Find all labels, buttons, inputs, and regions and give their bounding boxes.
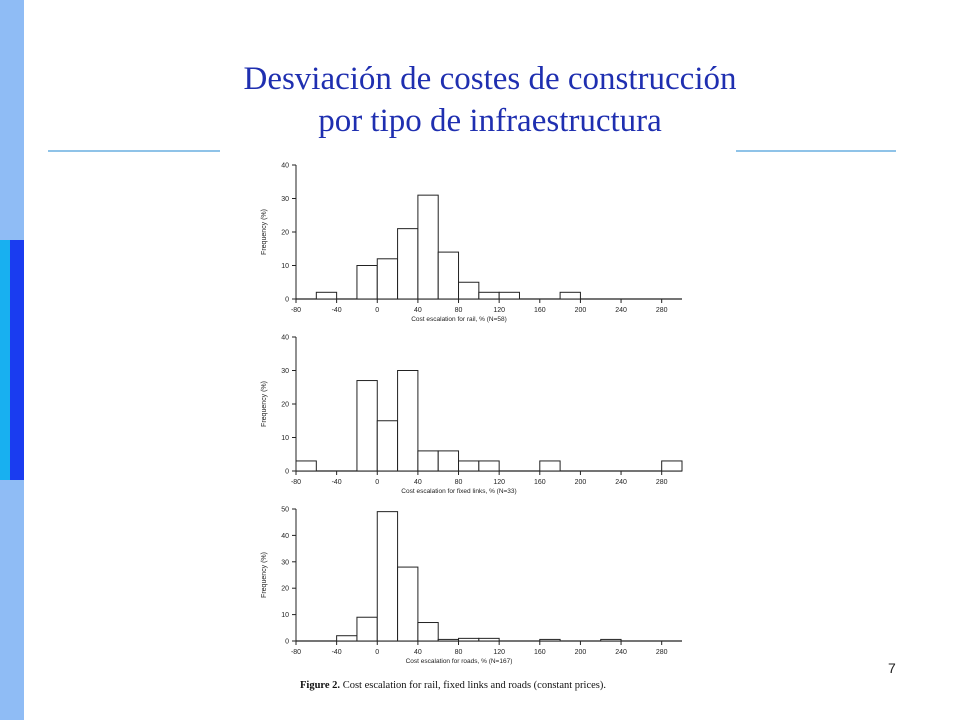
sidebar-accent-stripe (0, 240, 10, 480)
figure-caption-label: Figure 2. (300, 680, 341, 691)
x-tick-label: 200 (574, 307, 587, 314)
histogram-bar (438, 639, 458, 641)
histogram-1 (261, 163, 682, 324)
histogram-bar (601, 639, 621, 641)
histogram-bar (296, 461, 316, 471)
x-tick-label: 120 (493, 479, 506, 486)
y-axis-label: Frequency (%) (261, 381, 268, 427)
histogram-bar (479, 638, 499, 641)
x-tick-label: 80 (454, 479, 463, 486)
x-tick-label: 280 (655, 479, 668, 486)
y-axis-label: Frequency (%) (261, 552, 268, 598)
x-tick-label: 40 (413, 649, 422, 656)
x-tick-label: 80 (454, 649, 463, 656)
histogram-bar (418, 195, 438, 299)
figure-caption (300, 680, 606, 691)
histogram-bar (398, 229, 418, 299)
histogram-bar (357, 381, 377, 471)
x-axis-label: Cost escalation for roads, % (N=167) (405, 658, 513, 665)
x-tick-label: 280 (655, 307, 668, 314)
histogram-bar (479, 461, 499, 471)
y-tick-label: 30 (281, 559, 289, 567)
histogram-panel (250, 155, 700, 695)
y-tick-label: 10 (281, 435, 289, 442)
x-tick-label: 0 (375, 307, 380, 314)
histogram-bar (438, 252, 458, 299)
x-tick-label: -40 (331, 479, 342, 486)
histogram-bar (398, 567, 418, 641)
histogram-bar (316, 292, 336, 299)
y-axis-label: Frequency (%) (261, 209, 268, 255)
sidebar-segment-bottom (0, 480, 24, 720)
x-tick-label: 0 (375, 649, 380, 656)
histogram-bar (418, 451, 438, 471)
histogram-bar (560, 292, 580, 299)
histogram-bar (418, 623, 438, 641)
y-tick-label: 10 (281, 612, 289, 620)
x-tick-label: 200 (574, 649, 587, 656)
x-tick-label: 240 (615, 479, 627, 486)
x-tick-label: -80 (290, 479, 302, 486)
y-tick-label: 20 (281, 401, 289, 409)
histogram-2 (261, 335, 682, 496)
x-tick-label: 160 (533, 307, 546, 314)
x-tick-label: 160 (533, 479, 546, 486)
y-tick-label: 40 (281, 334, 289, 342)
histogram-bar (459, 282, 479, 299)
y-tick-label: 50 (281, 506, 289, 514)
sidebar-segment-top (0, 0, 24, 240)
slide-title-line2: por tipo de infraestructura (318, 103, 662, 139)
histogram-bar (459, 461, 479, 471)
title-rule-right (736, 150, 896, 152)
histogram-bar (357, 266, 377, 300)
y-tick-label: 10 (281, 263, 289, 270)
x-tick-label: 80 (454, 307, 463, 314)
x-tick-label: -80 (290, 307, 302, 314)
histogram-bar (438, 451, 458, 471)
histogram-3 (261, 507, 682, 666)
histogram-bar (540, 461, 560, 471)
x-tick-label: 240 (615, 307, 627, 314)
x-tick-label: 240 (615, 649, 627, 656)
y-tick-label: 0 (285, 468, 289, 476)
slide-title (130, 58, 850, 142)
x-tick-label: 0 (375, 479, 380, 486)
y-tick-label: 20 (281, 585, 289, 593)
x-axis-label: Cost escalation for fixed links, % (N=33) (401, 488, 517, 495)
y-tick-label: 0 (285, 296, 289, 304)
histogram-bar (459, 638, 479, 641)
histogram-bar (357, 617, 377, 641)
page-number: 7 (888, 660, 896, 676)
histograms-svg (250, 155, 700, 695)
histogram-bar (377, 421, 397, 471)
x-tick-label: 160 (533, 649, 546, 656)
figure-caption-text: Cost escalation for rail, fixed links and roads (constant prices). (342, 680, 606, 691)
x-tick-label: 200 (574, 479, 587, 486)
histogram-bar (377, 512, 397, 641)
x-tick-label: 120 (493, 307, 506, 314)
x-tick-label: 120 (493, 649, 506, 656)
x-tick-label: 280 (655, 649, 668, 656)
x-tick-label: 40 (413, 479, 422, 486)
histogram-bar (540, 639, 560, 641)
x-tick-label: -40 (331, 307, 342, 314)
histogram-bar (479, 292, 499, 299)
histogram-bar (662, 461, 682, 471)
y-tick-label: 30 (281, 368, 289, 375)
histogram-bar (377, 259, 397, 299)
y-tick-label: 40 (281, 162, 289, 170)
x-axis-label: Cost escalation for rail, % (N=58) (411, 316, 507, 323)
histogram-bar (499, 292, 519, 299)
x-tick-label: -40 (331, 649, 342, 656)
x-tick-label: 40 (413, 307, 422, 314)
x-tick-label: -80 (290, 649, 302, 656)
y-tick-label: 30 (281, 196, 289, 203)
y-tick-label: 40 (281, 532, 289, 540)
y-tick-label: 20 (281, 229, 289, 237)
histogram-bar (398, 371, 418, 472)
y-tick-label: 0 (285, 638, 289, 646)
histogram-bar (337, 636, 357, 641)
title-rule-left (48, 150, 220, 152)
slide-title-line1: Desviación de costes de construcción (243, 61, 737, 97)
